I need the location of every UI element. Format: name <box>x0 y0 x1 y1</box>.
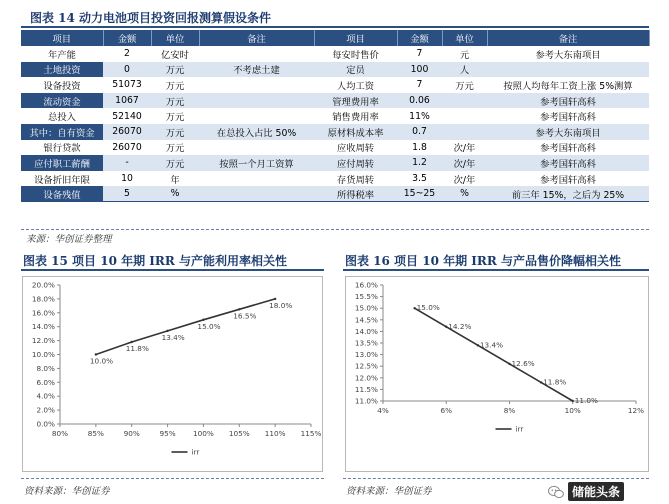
y-tick-label: 14.0% <box>31 322 55 332</box>
y-tick-label: 2.0% <box>36 405 55 415</box>
left-chart-title-rule <box>21 269 324 271</box>
data-point <box>238 308 240 310</box>
table-row <box>21 171 649 187</box>
table-cell: 设备折旧年限 <box>21 171 103 187</box>
y-tick-label: 13.0% <box>354 350 378 360</box>
table-cell: 参考国轩高科 <box>487 140 649 156</box>
data-point <box>477 344 479 346</box>
table-cell: 7 <box>397 77 442 93</box>
data-point <box>95 353 97 355</box>
irr-line <box>96 299 275 355</box>
header-cell: 单位 <box>151 30 199 46</box>
right-chart-title-rule <box>343 269 649 271</box>
data-label: 16.5% <box>233 311 257 321</box>
header-cell: 金额 <box>103 30 151 46</box>
table-cell: 10 <box>103 171 151 187</box>
table-cell: 1067 <box>103 93 151 109</box>
table-cell: 应付职工薪酬 <box>21 155 103 171</box>
table-cell: 人均工资 <box>314 77 397 93</box>
header-cell: 项目 <box>314 30 397 46</box>
header-cell: 单位 <box>442 30 487 46</box>
x-tick-label: 95% <box>159 429 176 438</box>
y-tick-label: 8.0% <box>36 363 55 373</box>
x-tick-label: 12% <box>627 406 645 415</box>
right-chart-svg <box>346 277 650 473</box>
table-row <box>21 155 649 171</box>
table-cell: 1.2 <box>397 155 442 171</box>
data-point <box>572 400 574 402</box>
y-tick-label: 14.5% <box>354 315 378 325</box>
header-cell: 备注 <box>199 30 314 46</box>
table-cell: 26070 <box>103 140 151 156</box>
table-cell: 万元 <box>151 155 199 171</box>
table-cell: 元 <box>442 46 487 62</box>
data-label: 11.8% <box>543 377 567 387</box>
table-header-row <box>21 30 649 46</box>
right-chart-divider <box>343 478 649 479</box>
table-title-rule <box>21 26 649 28</box>
watermark <box>548 483 624 500</box>
table-cell: 参考大东南项目 <box>487 46 649 62</box>
x-tick-label: 8% <box>503 406 516 415</box>
y-tick-label: 12.5% <box>354 361 378 371</box>
table-cell <box>199 171 314 187</box>
table-cell: 15~25 <box>397 186 442 202</box>
data-label: 11.0% <box>574 396 598 405</box>
table-cell <box>442 93 487 109</box>
table-cell: 万元 <box>151 93 199 109</box>
table-cell: 万元 <box>151 124 199 140</box>
y-tick-label: 16.0% <box>31 308 55 318</box>
table-cell: 次/年 <box>442 155 487 171</box>
left-chart-svg <box>23 277 324 473</box>
data-point <box>166 330 168 332</box>
table-cell: 万元 <box>151 77 199 93</box>
wechat-icon <box>548 485 564 499</box>
table-cell: 每安时售价 <box>314 46 397 62</box>
table-cell: 年产能 <box>21 46 103 62</box>
x-tick-label: 10% <box>564 406 581 415</box>
table-cell: 按照人均每年工资上涨 5%测算 <box>487 77 649 93</box>
y-tick-label: 6.0% <box>36 377 55 387</box>
table-cell: 万元 <box>442 77 487 93</box>
y-tick-label: 15.0% <box>354 303 378 313</box>
data-label: 18.0% <box>269 300 293 310</box>
table-cell <box>199 108 314 124</box>
legend-label: irr <box>515 424 524 434</box>
data-point <box>274 298 276 300</box>
table-cell <box>199 93 314 109</box>
data-label: 15.0% <box>197 321 221 331</box>
y-tick-label: 4.0% <box>36 391 55 401</box>
table-cell: 设备投资 <box>21 77 103 93</box>
table-cell: 0.06 <box>397 93 442 109</box>
x-tick-label: 6% <box>440 406 453 415</box>
data-label: 15.0% <box>416 303 440 313</box>
table-cell: - <box>103 155 151 171</box>
x-tick-label: 110% <box>264 429 286 438</box>
table-cell: 5 <box>103 186 151 202</box>
table-cell: 100 <box>397 62 442 78</box>
left-chart-source: 资料来源：华创证券 <box>24 486 110 497</box>
left-chart-title: 图表 15 项目 10 年期 IRR 与产能利用率相关性 <box>23 254 288 268</box>
x-tick-label: 105% <box>228 429 250 438</box>
table-cell: % <box>151 186 199 202</box>
data-point <box>445 326 447 328</box>
table-cell: 万元 <box>151 62 199 78</box>
y-tick-label: 15.5% <box>354 292 378 302</box>
header-cell: 金额 <box>397 30 442 46</box>
data-label: 14.2% <box>448 321 472 331</box>
data-label: 10.0% <box>89 356 114 366</box>
table-cell <box>442 124 487 140</box>
y-tick-label: 14.0% <box>354 326 378 336</box>
table-cell <box>199 46 314 62</box>
table-cell <box>199 77 314 93</box>
table-row <box>21 93 649 109</box>
table-cell: 52140 <box>103 108 151 124</box>
table-cell: 万元 <box>151 140 199 156</box>
table-source: 来源：华创证券整理 <box>26 234 112 245</box>
header-cell: 项目 <box>21 30 103 46</box>
table-cell: 按照一个月工资算 <box>199 155 314 171</box>
data-label: 13.4% <box>161 332 185 342</box>
x-tick-label: 80% <box>51 429 69 438</box>
table-cell: 不考虑土建 <box>199 62 314 78</box>
table-title: 图表 14 动力电池项目投资回报测算假设条件 <box>30 11 272 25</box>
table-cell: 年 <box>151 171 199 187</box>
table-cell: 51073 <box>103 77 151 93</box>
table-cell: 定员 <box>314 62 397 78</box>
x-tick-label: 4% <box>377 406 389 415</box>
table-cell: 26070 <box>103 124 151 140</box>
table-cell <box>487 62 649 78</box>
table-cell: 万元 <box>151 108 199 124</box>
table-cell: 设备残值 <box>21 186 103 202</box>
table-cell <box>199 186 314 202</box>
y-tick-label: 12.0% <box>354 373 378 383</box>
x-tick-label: 85% <box>87 429 104 438</box>
table-cell: 7 <box>397 46 442 62</box>
y-tick-label: 18.0% <box>31 294 55 304</box>
table-cell: 次/年 <box>442 171 487 187</box>
table-cell: 其中：自有资金 <box>21 124 103 140</box>
y-tick-label: 13.5% <box>354 338 378 348</box>
table-cell: 所得税率 <box>314 186 397 202</box>
y-tick-label: 0.0% <box>36 419 55 429</box>
table-cell: 2 <box>103 46 151 62</box>
table-cell: 次/年 <box>442 140 487 156</box>
table-cell: 银行贷款 <box>21 140 103 156</box>
table-row <box>21 124 649 140</box>
table-cell: 0.7 <box>397 124 442 140</box>
y-tick-label: 11.0% <box>354 396 378 406</box>
table-cell: 参考国轩高科 <box>487 171 649 187</box>
table-row <box>21 62 649 78</box>
table-cell: 前三年 15%，之后为 25% <box>487 186 649 202</box>
data-label: 11.8% <box>125 343 149 353</box>
data-label: 12.6% <box>511 358 535 368</box>
data-label: 13.4% <box>479 340 504 350</box>
irr-line <box>415 308 573 401</box>
table-cell: 亿安时 <box>151 46 199 62</box>
table-row <box>21 46 649 62</box>
table-cell: % <box>442 186 487 202</box>
table-cell: 参考国轩高科 <box>487 108 649 124</box>
table-cell: 11% <box>397 108 442 124</box>
x-tick-label: 115% <box>300 429 322 438</box>
table-row <box>21 140 649 156</box>
table-cell: 3.5 <box>397 171 442 187</box>
data-point <box>131 341 133 343</box>
table-cell: 存货周转 <box>314 171 397 187</box>
table-cell: 管理费用率 <box>314 93 397 109</box>
table-cell: 原材料成本率 <box>314 124 397 140</box>
header-cell: 备注 <box>487 30 649 46</box>
left-chart-divider <box>21 478 324 479</box>
table-cell <box>442 108 487 124</box>
legend-label: irr <box>191 447 200 457</box>
table-cell: 销售费用率 <box>314 108 397 124</box>
table-cell: 1.8 <box>397 140 442 156</box>
table-cell <box>199 140 314 156</box>
table-cell: 应收周转 <box>314 140 397 156</box>
assumptions-table <box>21 30 650 202</box>
table-row <box>21 77 649 93</box>
table-row <box>21 186 649 202</box>
right-chart <box>345 276 649 472</box>
table-cell: 0 <box>103 62 151 78</box>
left-chart <box>22 276 323 472</box>
data-point <box>508 363 510 365</box>
y-tick-label: 16.0% <box>354 280 378 290</box>
table-row <box>21 108 649 124</box>
y-tick-label: 20.0% <box>31 280 55 290</box>
table-cell: 应付周转 <box>314 155 397 171</box>
table-cell: 总投入 <box>21 108 103 124</box>
y-tick-label: 10.0% <box>31 350 55 359</box>
table-cell: 参考国轩高科 <box>487 155 649 171</box>
y-tick-label: 12.0% <box>31 336 55 346</box>
data-point <box>202 319 204 321</box>
data-point <box>413 307 415 309</box>
table-cell: 土地投资 <box>21 62 103 78</box>
right-chart-source: 资料来源：华创证券 <box>346 486 432 497</box>
y-tick-label: 11.5% <box>354 384 378 394</box>
right-chart-title: 图表 16 项目 10 年期 IRR 与产品售价降幅相关性 <box>345 254 622 268</box>
x-tick-label: 90% <box>123 429 140 438</box>
x-tick-label: 100% <box>192 429 214 438</box>
watermark-text: 储能头条 <box>568 482 624 501</box>
table-divider <box>21 229 649 230</box>
table-cell: 参考大东南项目 <box>487 124 649 140</box>
table-cell: 在总投入占比 50% <box>199 124 314 140</box>
table-cell: 人 <box>442 62 487 78</box>
table-cell: 参考国轩高科 <box>487 93 649 109</box>
data-point <box>540 381 542 383</box>
table-cell: 流动资金 <box>21 93 103 109</box>
